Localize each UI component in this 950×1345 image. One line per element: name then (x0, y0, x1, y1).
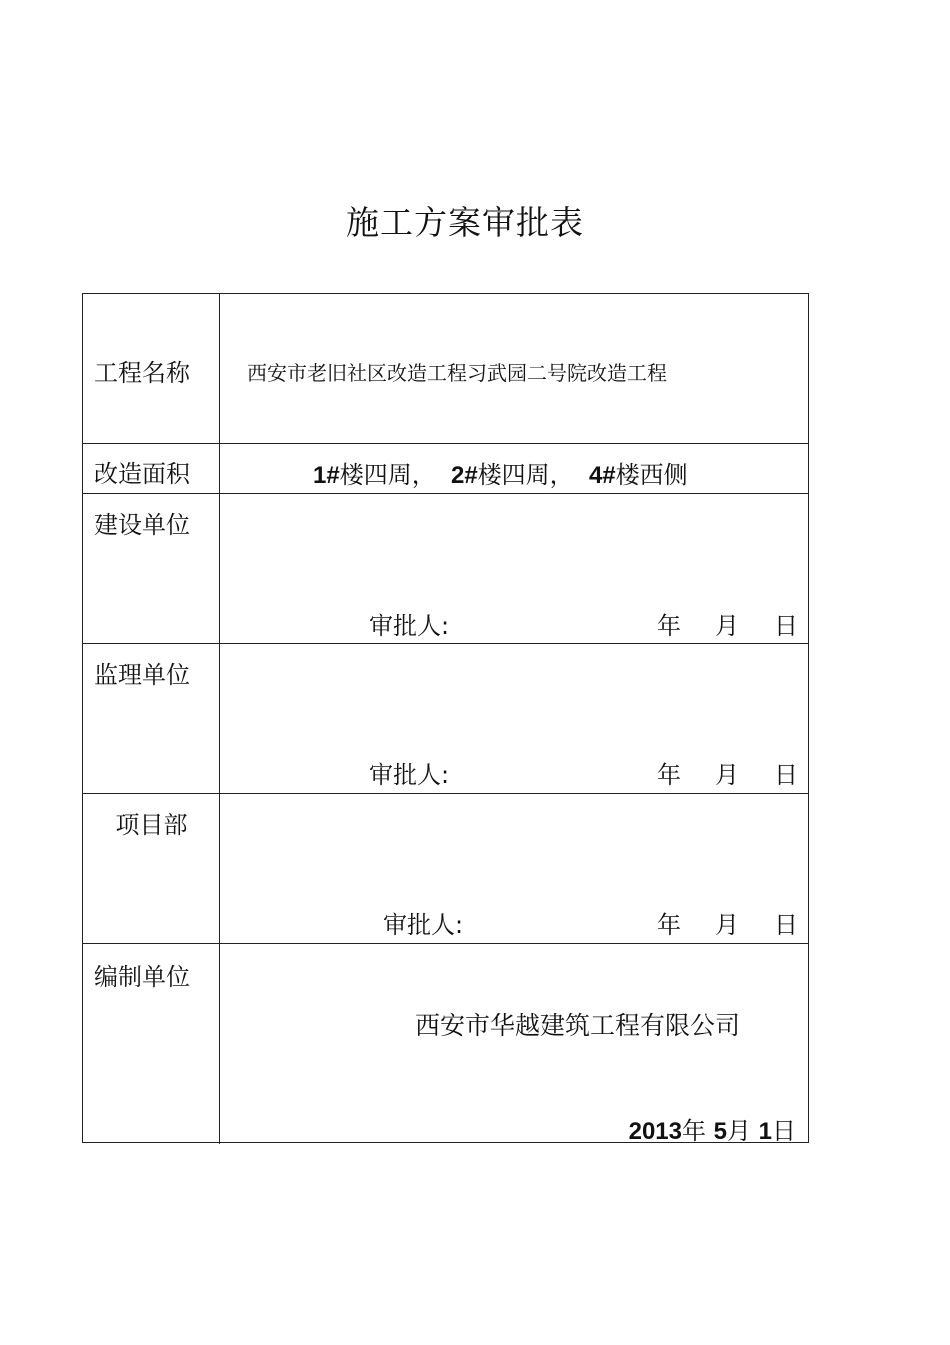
project-name-row (83, 294, 808, 444)
year-label: 年 (657, 911, 681, 939)
project-dept-row (83, 794, 808, 944)
label-cell (83, 294, 220, 443)
day-label: 日 (774, 911, 798, 939)
renovation-area-row (83, 444, 808, 494)
label-cell (83, 794, 220, 943)
prepared-date (629, 1111, 796, 1146)
month-label: 月 (715, 761, 739, 789)
year-label: 年 (657, 761, 681, 789)
prepared-by-label: 编制单位 (94, 963, 190, 991)
year-label: 年 (682, 1117, 706, 1145)
month-label: 月 (715, 911, 739, 939)
client-label: 建设单位 (94, 511, 190, 539)
building-number: 1# (313, 462, 340, 489)
approver-label: 审批人: (383, 911, 464, 939)
building-scope: 楼四周， (477, 461, 574, 489)
label-cell (83, 944, 220, 1144)
page-title: 施工方案审批表 (346, 203, 584, 242)
building-number: 4# (588, 462, 616, 489)
year-label: 年 (657, 612, 681, 640)
company-name: 西安市华越建筑工程有限公司 (415, 1011, 741, 1040)
client-row (83, 494, 808, 644)
building-scope: 楼四周， (339, 461, 436, 489)
label-cell (83, 444, 220, 493)
project-name-label: 工程名称 (94, 359, 190, 387)
project-dept-label: 项目部 (115, 811, 188, 839)
renovation-area-label: 改造面积 (94, 460, 190, 488)
label-cell (83, 494, 220, 643)
month-label: 月 (727, 1117, 751, 1145)
approver-label: 审批人: (369, 761, 450, 789)
building-number: 2# (450, 462, 478, 489)
supervisor-label: 监理单位 (94, 661, 190, 689)
approver-label: 审批人: (369, 612, 450, 640)
date-year: 2013 (628, 1118, 682, 1145)
approval-form-table (82, 293, 809, 1143)
date-day: 1 (758, 1118, 772, 1145)
day-label: 日 (774, 612, 798, 640)
project-name-value: 西安市老旧社区改造工程习武园二号院改造工程 (247, 361, 667, 385)
month-label: 月 (715, 612, 739, 640)
day-label: 日 (772, 1117, 796, 1145)
building-scope: 楼西侧 (615, 461, 688, 489)
renovation-area-value (313, 455, 688, 490)
prepared-by-row (83, 944, 808, 1144)
day-label: 日 (774, 761, 798, 789)
date-month: 5 (713, 1118, 727, 1145)
label-cell (83, 644, 220, 793)
supervisor-row (83, 644, 808, 794)
